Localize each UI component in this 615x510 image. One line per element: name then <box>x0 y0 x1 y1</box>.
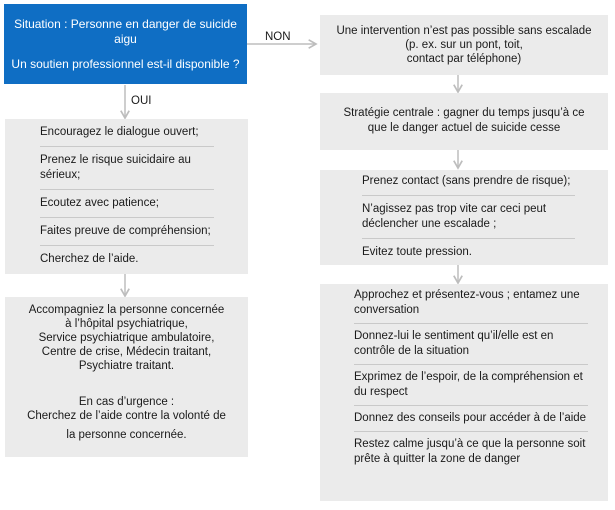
contact-box <box>320 170 608 265</box>
referral-line: à l’hôpital psychiatrique, <box>65 318 188 330</box>
referral-line: Service psychiatrique ambulatoire, <box>38 332 215 344</box>
list-item: Prenez contact (sans prendre de risque); <box>362 170 575 196</box>
list-item: Faites preuve de compréhension; <box>40 218 214 246</box>
list-item: Donnez des conseils pour accéder à de l’aide <box>354 406 588 432</box>
referral-line: Psychiatre traitant. <box>78 360 175 372</box>
referral-line: Accompagniez la personne concernée <box>28 304 225 316</box>
strategy-text: Stratégie centrale : gagner du temps jusqu’à ce que le danger actuel de suicide cesse <box>343 107 585 134</box>
list-item: Donnez-lui le sentiment qu’il/elle est en contrôle de la situation <box>354 324 588 365</box>
list-item: Restez calme jusqu’à ce que la personne soit prête à quitter la zone de danger <box>354 438 586 465</box>
strategy-box <box>320 93 608 150</box>
situation-box <box>4 4 247 84</box>
list-item: Exprimez de l’espoir, de la compréhension et du respect <box>354 365 588 406</box>
situation-title: Situation : Personne en danger de suicide aigu <box>14 17 237 46</box>
no-help-line: Une intervention n’est pas possible sans escalade <box>336 25 592 37</box>
approach-box <box>320 284 608 501</box>
list-item: Approchez et présentez-vous ; entamez une conversation <box>354 284 588 324</box>
list-item: Prenez le risque suicidaire au sérieux; <box>40 147 214 190</box>
list-item: Encouragez le dialogue ouvert; <box>40 119 214 147</box>
referral-box <box>5 297 248 457</box>
urgency-line: Cherchez de l’aide contre la volonté de <box>27 410 226 422</box>
situation-question: Un soutien professionnel est-il disponible ? <box>11 57 240 71</box>
urgency-title: En cas d’urgence : <box>78 396 175 408</box>
actions-box <box>5 119 248 274</box>
urgency-line: la personne concernée. <box>66 429 187 441</box>
referral-line: Centre de crise, Médecin traitant, <box>41 346 212 358</box>
yes-label: OUI <box>131 95 152 107</box>
no-help-line: (p. ex. sur un pont, toit, <box>405 39 523 51</box>
list-item: Evitez toute pression. <box>362 246 472 258</box>
no-help-box <box>320 15 608 75</box>
list-item: Ecoutez avec patience; <box>40 190 214 218</box>
no-label: NON <box>265 31 291 43</box>
list-item: Cherchez de l’aide. <box>40 253 139 265</box>
list-item: N’agissez pas trop vite car ceci peut déclencher une escalade ; <box>362 196 575 239</box>
no-help-line: contact par téléphone) <box>406 53 522 65</box>
